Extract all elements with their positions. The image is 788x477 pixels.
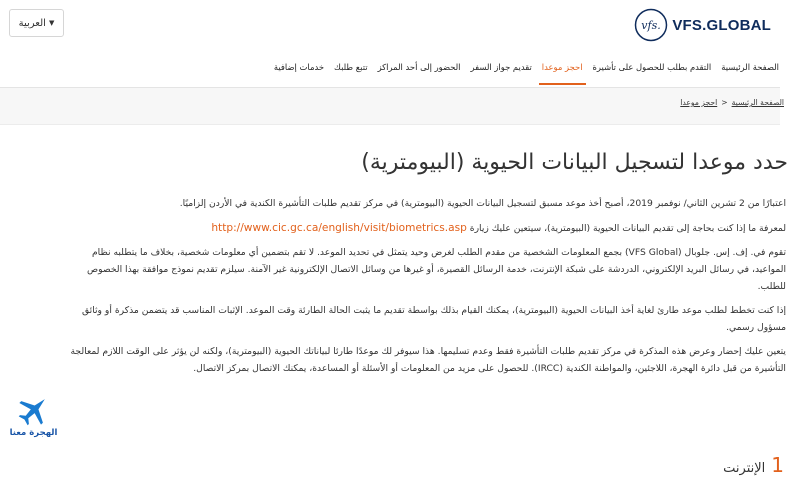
- paragraph-privacy-line2: المواعيد، في رسائل البريد الإلكتروني، الدردشة على شبكة الإنترنت، خدمة الرسائل القصيرة، أو غيرها من وسائل الاتصال الإلكترونية غير الآمنة. سيلزم تقديم نموذج موافقة بهذا الخصوص: [87, 264, 786, 275]
- breadcrumb-home-link[interactable]: الصفحة الرئيسية: [731, 98, 784, 107]
- page-title: حدد موعدا لتسجيل البيانات الحيوية (البيومترية): [361, 150, 788, 175]
- paragraph-emergency-line2: مسؤول رسمي.: [726, 322, 786, 333]
- paragraph-memo-line2: التأشيرة من قبل دائرة الهجرة، اللاجئين، والمواطنة الكندية (IRCC). للحصول على مزيد من المعلومات أو الأسئلة أو المساعدة، يمكنك الاتصال بمركز الاتصال.: [193, 363, 786, 374]
- nav-item[interactable]: تتبع طلبك: [334, 62, 368, 72]
- vfs-logo[interactable]: [634, 8, 771, 42]
- airplane-icon: [16, 392, 52, 428]
- biometrics-link[interactable]: http://www.cic.gc.ca/english/visit/biometrics.asp: [211, 222, 467, 234]
- step-label: الإنترنت: [723, 461, 766, 476]
- logo-text: VFS.GLOBAL: [672, 16, 771, 34]
- caret-down-icon: ▼: [48, 19, 55, 27]
- nav-item[interactable]: التقدم بطلب للحصول على تأشيرة: [592, 62, 712, 72]
- main-navigation: [0, 55, 780, 88]
- language-selector-label: العربية: [18, 17, 46, 29]
- paragraph-privacy-line3: للطلب.: [757, 281, 786, 292]
- paragraph-memo-line1: يتعين عليك إحضار وعرض هذه المذكرة في مركز تقديم طلبات التأشيرة فقط وعدم تسليمها. هذا سيوفر لك موعدًا طارئا لبياناتك الحيوية (البيومترية)، ولكنه لن يؤثر على الوقت اللازم لمعالجة: [70, 346, 786, 357]
- nav-item[interactable]: الحضور إلى أحد المراكز: [377, 62, 461, 72]
- breadcrumb-separator: <: [721, 98, 728, 107]
- logo-mark-text: vfs.: [641, 19, 662, 32]
- breadcrumb-bar: [0, 88, 784, 125]
- watermark: [6, 392, 61, 438]
- paragraph-privacy-line1: تقوم في. إف. إس. جلوبال (VFS Global) بجمع المعلومات الشخصية من مقدم الطلب لغرض وحيد يتمثل في تحديد الموعد. لا تقم بتضمين أي معلومات شخصية، بخلاف ما يتطلبه نظام: [91, 247, 786, 258]
- paragraph-biometrics-text: لمعرفة ما إذا كنت بحاجة إلى تقديم البيانات الحيوية (البيومترية)، سيتعين عليك زيارة: [469, 223, 786, 234]
- nav-item[interactable]: خدمات إضافية: [273, 62, 325, 72]
- paragraph-emergency-line1: إذا كنت تخطط لطلب موعد طارئ لغاية أخذ البيانات الحيوية (البيومترية)، يمكنك القيام بذلك بواسطة تقديم ما يثبت الحالة الطارئة وقت الموعد. الإثبات المناسب قد يتضمن مذكرة أو وثائق: [81, 305, 786, 316]
- nav-item[interactable]: الصفحة الرئيسية: [721, 62, 779, 72]
- vfs-logo-mark-icon: [634, 8, 668, 42]
- language-selector[interactable]: [9, 9, 64, 37]
- breadcrumb: [680, 98, 784, 107]
- paragraph-biometrics-link: [211, 221, 786, 236]
- step-number: 1: [771, 453, 784, 477]
- top-header: [0, 0, 780, 55]
- step-section-heading: [723, 453, 784, 477]
- watermark-text: الهجرة معنا: [9, 428, 58, 438]
- nav-item[interactable]: احجز موعدا: [539, 62, 586, 85]
- breadcrumb-current[interactable]: احجز موعدا: [680, 98, 718, 107]
- nav-item[interactable]: تقديم جواز السفر: [470, 62, 532, 72]
- paragraph-intro: اعتبارًا من 2 تشرين الثاني/ نوفمبر 2019، أصبح أخذ موعد مسبق لتسجيل البيانات الحيوية (البيومترية) في مركز تقديم طلبات التأشيرة الكندية في الأردن إلزاميًا.: [179, 198, 786, 209]
